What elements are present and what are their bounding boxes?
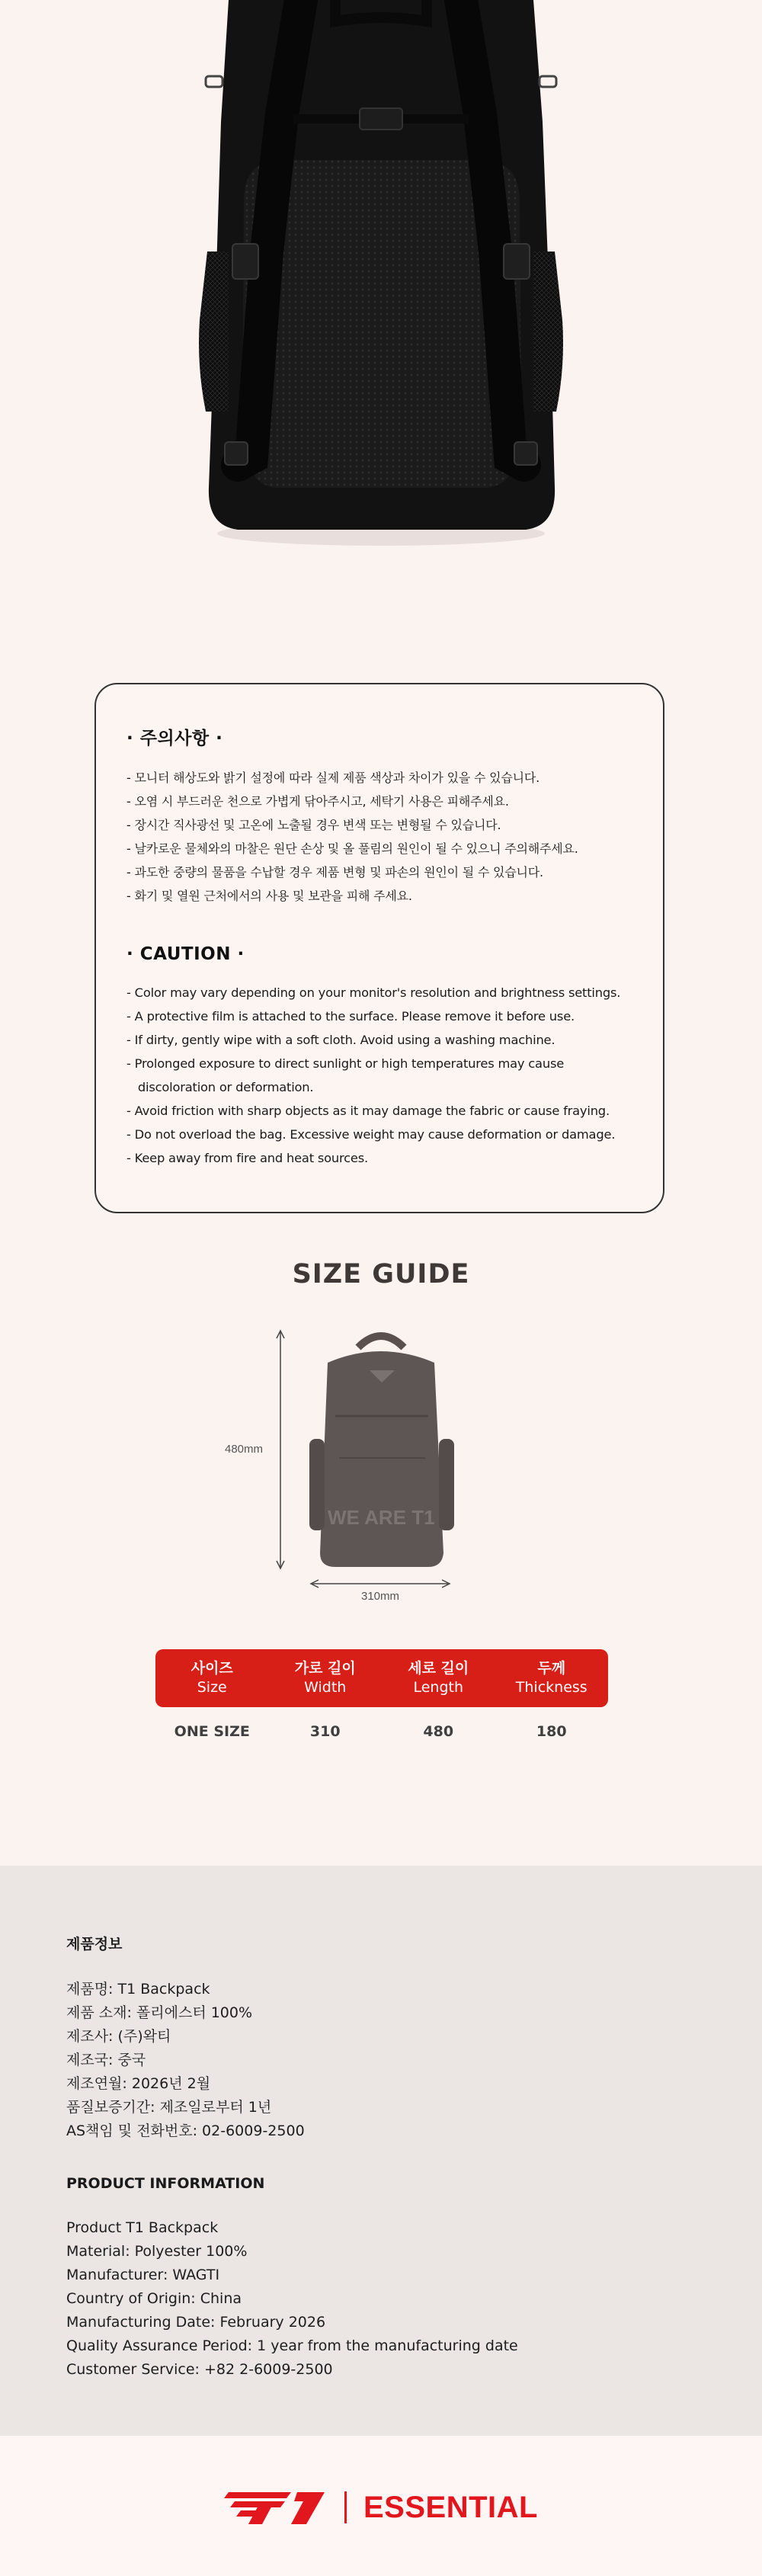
notice-list-ko: [126, 766, 632, 908]
product-info-title-en: PRODUCT INFORMATION: [66, 2175, 265, 2192]
notice-item: - Avoid friction with sharp objects as it may damage the fabric or cause fraying.: [126, 1104, 610, 1118]
t1-logo-icon: [221, 2489, 328, 2526]
table-cell: 310: [309, 1723, 341, 1740]
notice-item: - 날카로운 물체와의 마찰은 원단 손상 및 올 풀림의 원인이 될 수 있으니 주의해주세요.: [126, 841, 578, 856]
product-info-title-ko: 제품정보: [66, 1936, 123, 1953]
care-notice-box: [94, 683, 664, 1213]
info-line: Country of Origin: China: [66, 2290, 242, 2307]
col-label-en: Thickness: [515, 1679, 588, 1696]
table-cell: ONE SIZE: [174, 1723, 250, 1740]
col-label-en: Size: [197, 1679, 227, 1696]
info-line: Manufacturer: WAGTI: [66, 2267, 220, 2283]
info-line: Manufacturing Date: February 2026: [66, 2314, 326, 2331]
product-info-list-en: [66, 2216, 762, 2382]
info-line: 제조연월: 2026년 2월: [66, 2075, 211, 2092]
notice-item: - 모니터 해상도와 밝기 설정에 따라 실제 제품 색상과 차이가 있을 수 있습니다.: [126, 771, 540, 785]
size-col-thickness: [495, 1649, 609, 1707]
notice-item: discoloration or deformation.: [126, 1080, 314, 1094]
size-col-length: [382, 1649, 495, 1707]
info-line: Quality Assurance Period: 1 year from the manufacturing date: [66, 2337, 518, 2354]
size-col-size: [155, 1649, 269, 1707]
notice-item: - Do not overload the bag. Excessive weight may cause deformation or damage.: [126, 1127, 616, 1142]
col-label-en: Width: [304, 1679, 347, 1696]
notice-title-en: · CAUTION ·: [126, 944, 245, 964]
info-line: 제조국: 중국: [66, 2052, 146, 2068]
notice-item: - 오염 시 부드러운 천으로 가볍게 닦아주시고, 세탁기 사용은 피해주세요.: [126, 794, 509, 809]
brand-logo: [221, 2489, 538, 2526]
height-label: 480mm: [225, 1443, 264, 1456]
notice-item: - If dirty, gently wipe with a soft cloth. Avoid using a washing machine.: [126, 1033, 555, 1047]
table-cell: 180: [536, 1723, 567, 1740]
brand-divider: [344, 2491, 347, 2523]
size-col-width: [269, 1649, 383, 1707]
info-line: Customer Service: +82 2-6009-2500: [66, 2361, 333, 2378]
info-line: Material: Polyester 100%: [66, 2243, 248, 2260]
info-line: 제품명: T1 Backpack: [66, 1981, 210, 1998]
notice-item: - Color may vary depending on your monitor's resolution and brightness settings.: [126, 985, 621, 1000]
product-info-section: [0, 1866, 762, 2436]
col-label-ko: 가로 길이: [294, 1660, 356, 1677]
info-line: 품질보증기간: 제조일로부터 1년: [66, 2099, 272, 2116]
notice-item: - 화기 및 열원 근처에서의 사용 및 보관을 피해 주세요.: [126, 889, 412, 903]
col-label-en: Length: [413, 1679, 464, 1696]
product-info-list-ko: [66, 1978, 762, 2143]
notice-item: - 장시간 직사광선 및 고온에 노출될 경우 변색 또는 변형될 수 있습니다.: [126, 818, 501, 832]
info-line: 제품 소재: 폴리에스터 100%: [66, 2004, 253, 2021]
size-guide-title: SIZE GUIDE: [292, 1259, 470, 1290]
backpack-silhouette: [213, 1325, 549, 1614]
info-line: 제조사: (주)왁티: [66, 2028, 171, 2045]
brand-text: ESSENTIAL: [363, 2490, 538, 2524]
size-table-header: [155, 1649, 608, 1707]
width-label: 310mm: [361, 1590, 400, 1603]
footer: [0, 2436, 762, 2576]
col-label-ko: 두께: [537, 1660, 566, 1677]
col-label-ko: 사이즈: [190, 1660, 233, 1677]
backpack-back-image: [0, 0, 762, 625]
notice-item: - A protective film is attached to the surface. Please remove it before use.: [126, 1009, 575, 1024]
product-photo: [0, 0, 762, 625]
size-diagram: [213, 1325, 549, 1614]
notice-list-en: [126, 981, 632, 1170]
size-table-row: [155, 1716, 608, 1747]
notice-item: - 과도한 중량의 물품을 수납할 경우 제품 변형 및 파손의 원인이 될 수 있습니다.: [126, 865, 543, 879]
table-cell: 480: [423, 1723, 454, 1740]
notice-item: - Keep away from fire and heat sources.: [126, 1151, 368, 1165]
notice-title-ko: · 주의사항 ·: [126, 729, 223, 748]
bag-print-text: WE ARE T1: [328, 1506, 435, 1529]
info-line: Product T1 Backpack: [66, 2219, 219, 2236]
col-label-ko: 세로 길이: [408, 1660, 469, 1677]
info-line: AS책임 및 전화번호: 02-6009-2500: [66, 2123, 305, 2139]
notice-item: - Prolonged exposure to direct sunlight or high temperatures may cause: [126, 1056, 565, 1071]
